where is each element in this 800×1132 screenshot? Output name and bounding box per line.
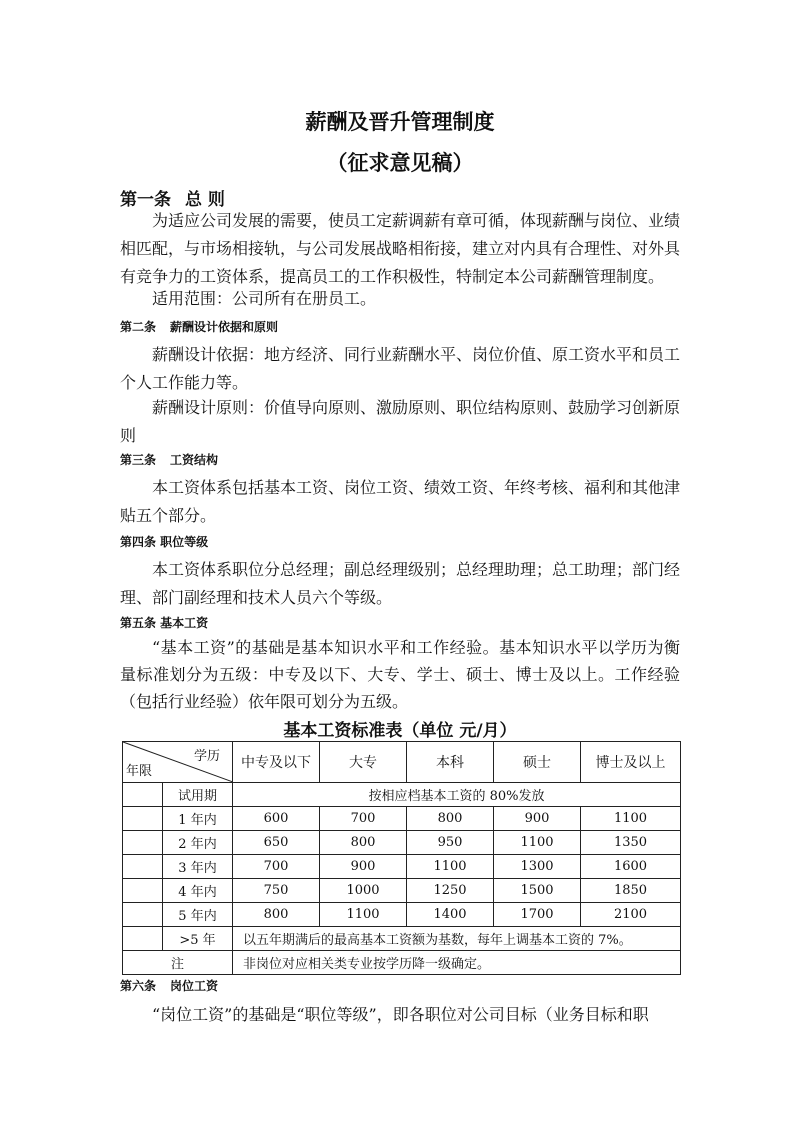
row-label: 4 年内 bbox=[163, 879, 233, 903]
table-header-row bbox=[123, 742, 681, 783]
row-spacer-cell bbox=[123, 903, 163, 927]
table-corner-cell bbox=[123, 742, 233, 783]
trial-description: 按相应档基本工资的 80%发放 bbox=[233, 783, 681, 807]
table-cell: 2100 bbox=[581, 903, 681, 927]
salary-table-title: 基本工资标准表（单位 元/月） bbox=[283, 721, 517, 741]
article-1-paragraph-2: 适用范围：公司所有在册员工。 bbox=[152, 289, 377, 308]
article-2-heading bbox=[120, 318, 278, 335]
table-row-note bbox=[123, 951, 681, 975]
article-2-paragraph-2: 薪酬设计原则：价值导向原则、激励原则、职位结构原则、鼓励学习创新原则 bbox=[120, 398, 681, 445]
article-6-heading bbox=[120, 977, 218, 994]
article-1-paragraph-1: 为适应公司发展的需要，使员工定薪调薪有章可循，体现薪酬与岗位、业绩相匹配，与市场相接轨，与公司发展战略相衔接，建立对内具有合理性、对外具有竞争力的工资体系，提高员工的工作积极性，特制定本公司薪酬管理制度。 bbox=[120, 211, 681, 286]
note-label: 注 bbox=[123, 951, 233, 975]
row-spacer-cell bbox=[123, 855, 163, 879]
row-label: 试用期 bbox=[163, 783, 233, 807]
table-cell: 1000 bbox=[320, 879, 407, 903]
article-3-number: 第三条 bbox=[120, 453, 157, 467]
table-cell: 650 bbox=[233, 831, 320, 855]
column-header: 中专及以下 bbox=[233, 742, 320, 783]
article-2-title: 薪酬设计依据和原则 bbox=[170, 320, 279, 334]
article-1-number: 第一条 bbox=[120, 190, 171, 210]
table-row bbox=[123, 831, 681, 855]
article-4-heading: 第四条 职位等级 bbox=[120, 535, 209, 549]
table-cell: 1350 bbox=[581, 831, 681, 855]
table-row-over-5-years bbox=[123, 927, 681, 951]
column-header: 硕士 bbox=[494, 742, 581, 783]
article-2-number: 第二条 bbox=[120, 320, 157, 334]
table-cell: 1600 bbox=[581, 855, 681, 879]
article-1-title: 总 则 bbox=[185, 190, 225, 210]
table-row bbox=[123, 855, 681, 879]
row-spacer-cell bbox=[123, 831, 163, 855]
table-cell: 1100 bbox=[407, 855, 494, 879]
corner-label-years: 年限 bbox=[126, 764, 153, 779]
row-spacer-cell bbox=[123, 807, 163, 831]
row-label: 5 年内 bbox=[163, 903, 233, 927]
row-spacer-cell bbox=[123, 927, 163, 951]
article-5-heading: 第五条 基本工资 bbox=[120, 616, 209, 630]
table-row bbox=[123, 903, 681, 927]
table-cell: 900 bbox=[320, 855, 407, 879]
corner-label-education: 学历 bbox=[193, 749, 220, 764]
row-label: >5 年 bbox=[163, 927, 233, 951]
table-cell: 950 bbox=[407, 831, 494, 855]
column-header: 博士及以上 bbox=[581, 742, 681, 783]
table-cell: 1300 bbox=[494, 855, 581, 879]
row-label: 3 年内 bbox=[163, 855, 233, 879]
note-text: 非岗位对应相关类专业按学历降一级确定。 bbox=[233, 951, 681, 975]
table-cell: 900 bbox=[494, 807, 581, 831]
row-spacer-cell bbox=[123, 783, 163, 807]
document-subtitle: （征求意见稿） bbox=[326, 150, 474, 175]
article-6-paragraph-1: “岗位工资”的基础是“职位等级”，即各职位对公司目标（业务目标和职 bbox=[152, 1005, 649, 1024]
table-cell: 1100 bbox=[320, 903, 407, 927]
table-cell: 700 bbox=[320, 807, 407, 831]
table-cell: 750 bbox=[233, 879, 320, 903]
table-cell: 1500 bbox=[494, 879, 581, 903]
article-3-heading bbox=[120, 451, 218, 468]
table-cell: 1850 bbox=[581, 879, 681, 903]
article-4-paragraph-1: 本工资体系职位分总经理；副总经理级别；总经理助理；总工助理；部门经理、部门副经理和技术人员六个等级。 bbox=[120, 560, 681, 607]
row-label: 1 年内 bbox=[163, 807, 233, 831]
table-cell: 1100 bbox=[494, 831, 581, 855]
salary-standard-table bbox=[122, 741, 681, 975]
row-label: 2 年内 bbox=[163, 831, 233, 855]
table-cell: 1250 bbox=[407, 879, 494, 903]
table-row-trial bbox=[123, 783, 681, 807]
table-cell: 1700 bbox=[494, 903, 581, 927]
table-cell: 700 bbox=[233, 855, 320, 879]
article-2-paragraph-1: 薪酬设计依据：地方经济、同行业薪酬水平、岗位价值、原工资水平和员工个人工作能力等。 bbox=[120, 345, 681, 392]
article-3-title: 工资结构 bbox=[170, 453, 219, 467]
article-6-title: 岗位工资 bbox=[170, 979, 219, 993]
row-spacer-cell bbox=[123, 879, 163, 903]
table-row bbox=[123, 807, 681, 831]
article-3-paragraph-1: 本工资体系包括基本工资、岗位工资、绩效工资、年终考核、福利和其他津贴五个部分。 bbox=[120, 478, 681, 525]
column-header: 大专 bbox=[320, 742, 407, 783]
table-cell: 600 bbox=[233, 807, 320, 831]
article-6-number: 第六条 bbox=[120, 979, 157, 993]
table-row bbox=[123, 879, 681, 903]
table-cell: 1400 bbox=[407, 903, 494, 927]
over-5-years-description: 以五年期满后的最高基本工资额为基数，每年上调基本工资的 7%。 bbox=[233, 927, 681, 951]
column-header: 本科 bbox=[407, 742, 494, 783]
table-cell: 800 bbox=[407, 807, 494, 831]
table-cell: 800 bbox=[320, 831, 407, 855]
document-title: 薪酬及晋升管理制度 bbox=[305, 109, 495, 134]
table-cell: 1100 bbox=[581, 807, 681, 831]
table-cell: 800 bbox=[233, 903, 320, 927]
article-5-paragraph-1: “基本工资”的基础是基本知识水平和工作经验。基本知识水平以学历为衡量标准划分为五级：中专及以下、大专、学士、硕士、博士及以上。工作经验（包括行业经验）依年限可划分为五级。 bbox=[120, 638, 680, 711]
